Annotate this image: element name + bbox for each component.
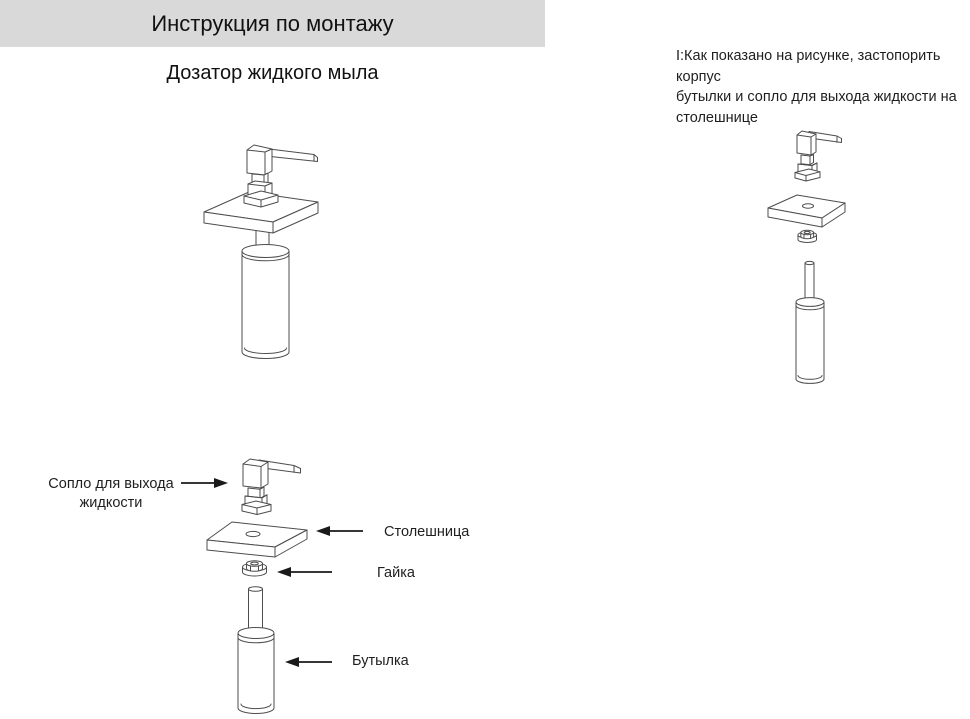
nut bbox=[243, 561, 267, 576]
mounting-plate bbox=[207, 522, 307, 557]
label-nut: Гайка bbox=[377, 565, 415, 581]
pump-head bbox=[242, 459, 301, 515]
arrow-left-icon bbox=[276, 565, 333, 579]
label-countertop: Столешница bbox=[384, 524, 470, 540]
plate-hole bbox=[803, 204, 814, 208]
instruction-line-3: столешнице bbox=[676, 109, 758, 126]
arrow-left-icon bbox=[315, 524, 364, 538]
instruction-line-1: I:Как показано на рисунке, застопорить корпус bbox=[676, 48, 941, 85]
mounting-plate bbox=[768, 195, 845, 227]
label-bottle: Бутылка bbox=[352, 653, 409, 669]
arrow-left-icon bbox=[284, 655, 333, 669]
bottle bbox=[242, 245, 289, 359]
nut bbox=[798, 230, 817, 242]
plate-hole bbox=[246, 531, 260, 536]
header-bar bbox=[0, 0, 545, 47]
page-title: Инструкция по монтажу bbox=[151, 10, 394, 36]
tube bbox=[805, 263, 814, 300]
bottle bbox=[238, 628, 274, 714]
exploded-view-drawing bbox=[765, 126, 860, 388]
page-subtitle: Дозатор жидкого мыла bbox=[166, 62, 379, 84]
instruction-line-2: бутылки и сопло для выхода жидкости на bbox=[676, 89, 957, 105]
assembled-dispenser-drawing bbox=[195, 133, 330, 368]
label-nozzle: Сопло для выхода жидкости bbox=[48, 476, 174, 511]
arrow-right-icon bbox=[180, 476, 229, 490]
instruction-text bbox=[676, 46, 970, 128]
bottle bbox=[796, 298, 824, 384]
pump-head bbox=[795, 131, 842, 181]
tube bbox=[249, 589, 263, 629]
